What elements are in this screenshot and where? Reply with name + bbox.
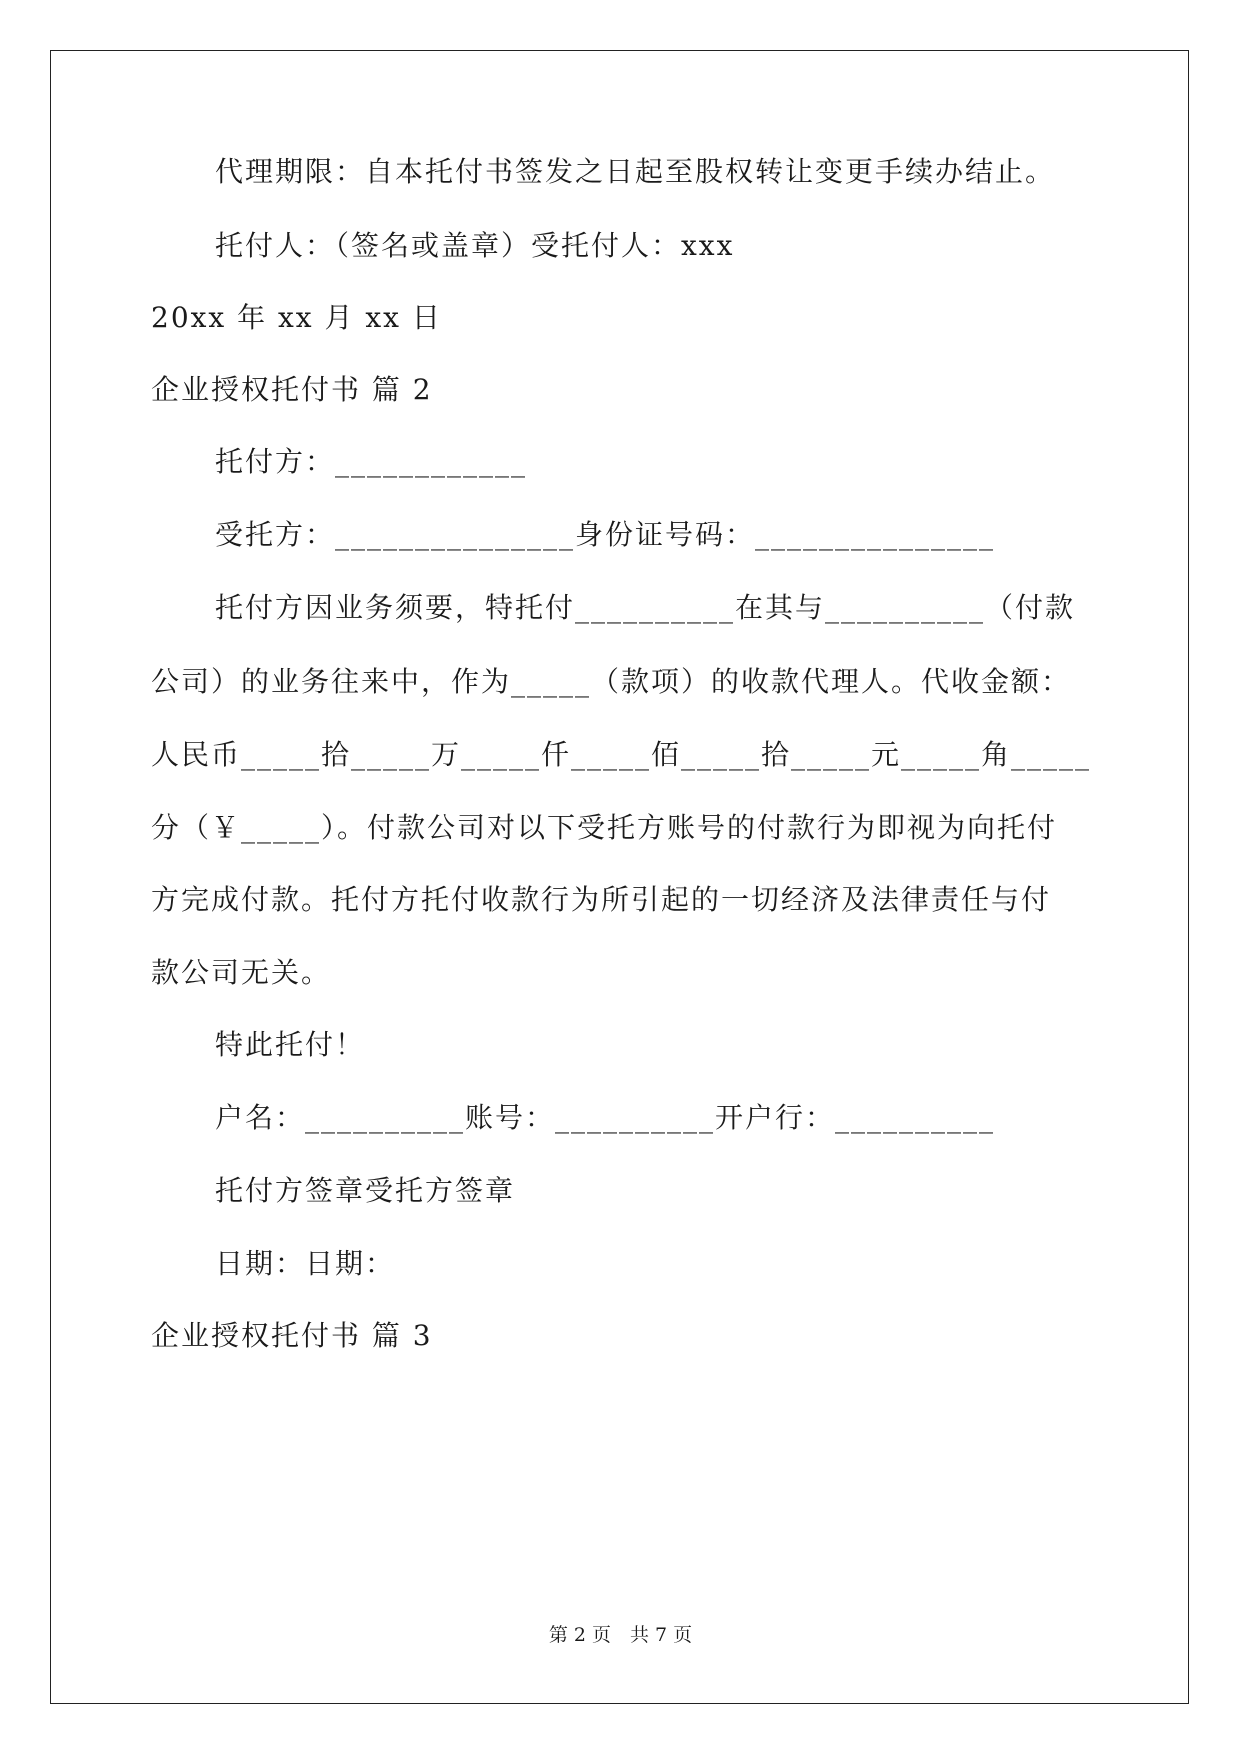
body-paragraph-line: 分（￥_____）。付款公司对以下受托方账号的付款行为即视为向托付 xyxy=(151,811,1058,844)
date-line: 20xx 年 xx 月 xx 日 xyxy=(151,301,442,334)
body-paragraph-line: 款公司无关。 xyxy=(151,956,332,989)
account-info-line: 户名：__________账号：__________开户行：__________ xyxy=(215,1101,996,1134)
signatures-line: 托付方签章受托方签章 xyxy=(215,1174,516,1207)
body-paragraph-line: 托付方因业务须要，特托付__________在其与__________（付款 xyxy=(215,591,1076,624)
section-heading-3: 企业授权托付书 篇 3 xyxy=(151,1319,433,1352)
section-heading-2: 企业授权托付书 篇 2 xyxy=(151,373,433,406)
agent-id-line: 受托方：_______________身份证号码：_______________ xyxy=(215,518,996,551)
closing-line: 特此托付！ xyxy=(215,1028,366,1061)
dates-line: 日期：日期： xyxy=(215,1247,396,1280)
agency-period-line: 代理期限：自本托付书签发之日起至股权转让变更手续办结止。 xyxy=(215,155,1056,188)
principal-signature-line: 托付人：（签名或盖章）受托付人：xxx xyxy=(215,229,735,262)
amount-line: 人民币_____拾_____万_____仟_____佰_____拾_____元_____角_____ xyxy=(151,738,1092,771)
principal-field-line: 托付方：____________ xyxy=(215,445,528,478)
page-number-footer: 第 2 页 共 7 页 xyxy=(548,1624,693,1646)
body-paragraph-line: 方完成付款。托付方托付收款行为所引起的一切经济及法律责任与付 xyxy=(151,883,1052,916)
body-paragraph-line: 公司）的业务往来中，作为_____（款项）的收款代理人。代收金额： xyxy=(151,665,1072,698)
